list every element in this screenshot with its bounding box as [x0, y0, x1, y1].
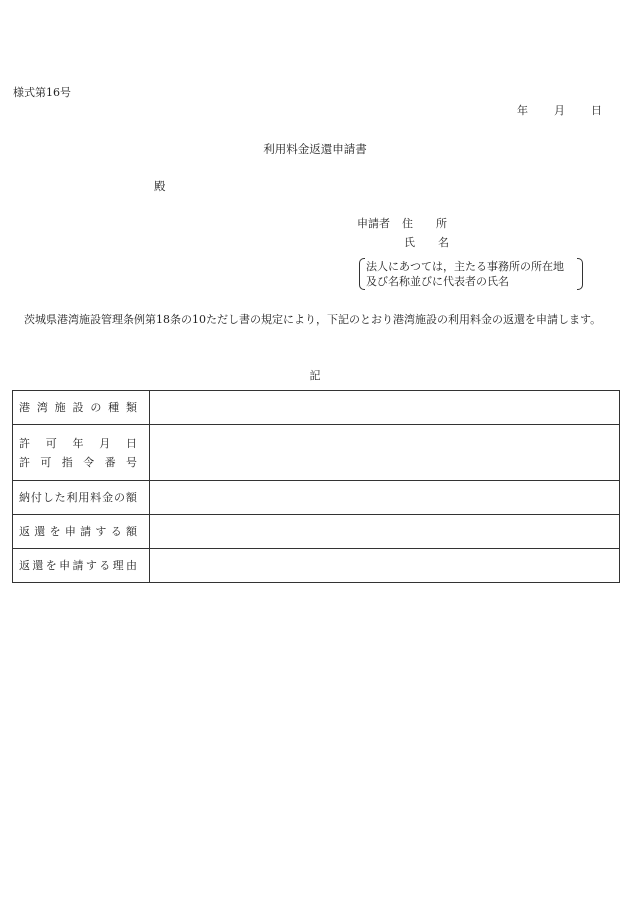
ki-heading: 記 — [309, 369, 321, 382]
label-char: す — [95, 524, 107, 538]
row-value-field[interactable] — [150, 391, 620, 425]
label-char: 可 — [40, 455, 52, 469]
row-label — [13, 425, 150, 481]
label-char: 納 — [19, 490, 30, 504]
note-line-2: 及び名称並びに代表者の氏名 — [366, 275, 509, 288]
record-table — [12, 390, 620, 583]
applicant-label: 申請者 — [357, 217, 390, 230]
table-row — [13, 425, 620, 481]
label-char: を — [49, 524, 61, 538]
spread-label — [19, 491, 137, 504]
label-char: 号 — [125, 455, 137, 469]
label-char: 額 — [125, 490, 137, 504]
label-char: 料 — [90, 490, 102, 504]
label-char: 還 — [34, 524, 46, 538]
label-char: 施 — [54, 400, 66, 414]
corporation-note — [359, 258, 583, 288]
left-bracket — [359, 258, 365, 290]
label-char: 申 — [59, 558, 71, 572]
row-label — [13, 549, 150, 583]
form-number: 様式第16号 — [13, 86, 71, 99]
label-char: 設 — [72, 400, 84, 414]
row-label — [13, 391, 150, 425]
label-char: 指 — [61, 455, 73, 469]
label-char: 用 — [78, 490, 90, 504]
row-label — [13, 481, 150, 515]
date-line — [517, 104, 602, 117]
label-char: 種 — [108, 400, 120, 414]
label-char: 月 — [99, 436, 111, 450]
spread-label — [19, 453, 137, 472]
label-char: 請 — [72, 558, 84, 572]
label-char: 返 — [19, 524, 30, 538]
label-char: の — [90, 400, 102, 414]
addressee-suffix: 殿 — [154, 179, 166, 193]
label-char: 年 — [72, 436, 84, 450]
label-char: 利 — [66, 490, 78, 504]
label-char: 付 — [30, 490, 42, 504]
label-char: 申 — [64, 524, 76, 538]
row-value-field[interactable] — [150, 425, 620, 481]
label-char: を — [45, 558, 57, 572]
body-paragraph: 茨城県港湾施設管理条例第18条の10ただし書の規定により，下記のとおり港湾施設の利用料金の返還を申請します。 — [24, 313, 602, 326]
applicant-name-line — [404, 236, 455, 249]
label-char: 許 — [19, 455, 30, 469]
date-year-label: 年 — [517, 104, 528, 117]
row-label — [13, 515, 150, 549]
label-char: 令 — [83, 455, 95, 469]
spread-label — [19, 434, 137, 453]
label-char: 還 — [32, 558, 44, 572]
table-row — [13, 549, 620, 583]
date-day-label: 日 — [591, 104, 602, 117]
name-label: 氏 名 — [404, 236, 455, 249]
table-row — [13, 515, 620, 549]
applicant-address-line — [357, 217, 453, 230]
label-char: 湾 — [36, 400, 48, 414]
label-char: 港 — [19, 400, 30, 414]
label-char: 日 — [126, 436, 137, 450]
label-char: 許 — [19, 436, 30, 450]
label-char: 番 — [104, 455, 116, 469]
label-char: の — [114, 490, 125, 504]
table-row — [13, 481, 620, 515]
page-title: 利用料金返還申請書 — [263, 142, 367, 156]
label-char: 金 — [102, 490, 114, 504]
label-char: 類 — [125, 400, 137, 414]
address-label: 住 所 — [402, 217, 453, 230]
label-char: し — [42, 490, 54, 504]
label-char: す — [85, 558, 97, 572]
row-value-field[interactable] — [150, 549, 620, 583]
spread-label — [19, 559, 137, 572]
label-char: 額 — [125, 524, 137, 538]
label-char: 返 — [19, 558, 30, 572]
row-value-field[interactable] — [150, 481, 620, 515]
label-char: 理 — [112, 558, 124, 572]
spread-label — [19, 525, 137, 538]
date-month-label: 月 — [554, 104, 565, 117]
label-char: 請 — [80, 524, 92, 538]
label-char: 可 — [45, 436, 57, 450]
row-value-field[interactable] — [150, 515, 620, 549]
note-line-1: 法人にあつては，主たる事務所の所在地 — [366, 260, 564, 273]
label-char: た — [54, 490, 66, 504]
table-row — [13, 391, 620, 425]
label-char: 由 — [126, 558, 137, 572]
right-bracket — [577, 258, 583, 290]
label-char: る — [110, 524, 122, 538]
spread-label — [19, 401, 137, 414]
label-char: る — [99, 558, 111, 572]
